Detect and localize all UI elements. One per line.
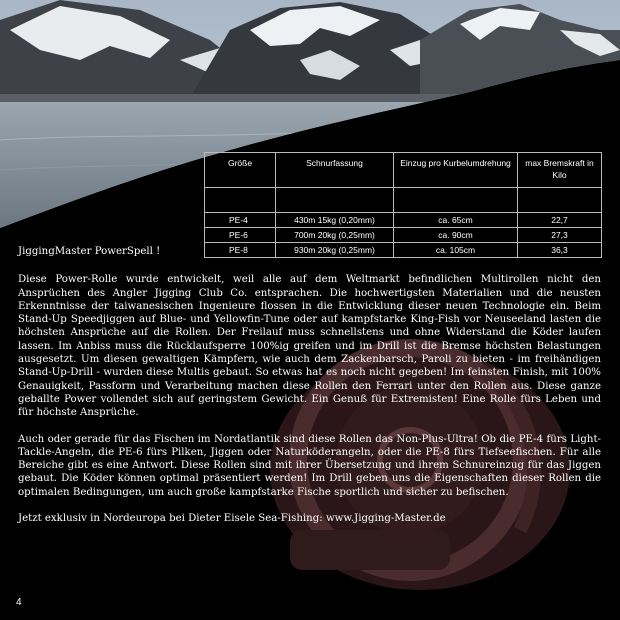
header-size: Größe [205, 153, 276, 188]
header-line-capacity: Schnurfassung [276, 153, 394, 188]
specification-table [204, 152, 602, 258]
cell-retrieve: ca. 90cm [394, 228, 518, 243]
cell-retrieve: ca. 65cm [394, 213, 518, 228]
paragraph-power-reel: Diese Power-Rolle wurde entwickelt, weil alle auf dem Weltmarkt befindlichen Multirollen nicht den Ansprüchen des Angler Jigging Club Co. entsprachen. Die hochwertigsten Materialien und die neusten Erkenntnisse der taiwanesischen Ingenieure flossen in die Entwicklung dieser neuen Technologie ein. Beim Stand-Up Speedjiggen auf Blue- und Yellowfin-Tune oder auf kampfstarke King-Fish vor Neuseeland lasten die höchsten Ansprüche auf die Rollen. Der Freilauf muss schnellstens und ohne Widerstand die Köder laufen lassen. Im Anbiss muss die Rücklaufsperre 100%ig greifen und im Drill ist die Bremse höchsten Belastungen ausgesetzt. Um diesen gewaltigen Kämpfern, wie auch dem Zackenbarsch, Paroli zu bieten - im freihändigen Stand-Up-Drill - wurden diese Multis gebaut. So etwas hat es noch nicht gegeben! Im feinsten Finish, mit 100% Genauigkeit, Passform und Verarbeitung machen diese Rollen den Ferrari unter den Rollen aus. Diese ganze geballte Power vollendet sich auf geringstem Gewicht. Ein Genuß für Extremisten! Eine Rolle fürs Leben und für höchste Ansprüche. [18, 274, 601, 419]
cell-size: PE-6 [205, 228, 276, 243]
table-header-row [205, 153, 602, 188]
intro-heading: JiggingMaster PowerSpell ! [18, 246, 161, 257]
cell-max-drag: 36,3 [518, 243, 602, 258]
table-spacer-row [205, 188, 602, 213]
cell-max-drag: 27,3 [518, 228, 602, 243]
page-number: 4 [16, 597, 22, 608]
closing-line: Jetzt exklusiv in Nordeuropa bei Dieter Eisele Sea-Fishing: www.Jigging-Master.de [18, 513, 446, 525]
cell-line-capacity: 700m 20kg (0,25mm) [276, 228, 394, 243]
cell-max-drag: 22,7 [518, 213, 602, 228]
cell-retrieve: ca. 105cm [394, 243, 518, 258]
paragraph-north-atlantic: Auch oder gerade für das Fischen im Nordatlantik sind diese Rollen das Non-Plus-Ultra! Ob die PE-4 fürs Light-Tackle-Angeln, die PE-6 fürs Pilken, Jiggen oder Naturköderangeln, oder die PE-8 fürs Tiefseefischen. Für alle Bereiche gibt es eine Antwort. Diese Rollen sind mit ihrer Übersetzung und ihrem Schnureinzug für das Jiggen gebaut. Die Köder können optimal präsentiert werden! Im Drill geben uns die Eigenschaften dieser Rollen die optimalen Bedingungen, um auch große kampfstarke Fische sportlich und sicher zu befischen. [18, 433, 601, 498]
header-max-drag: max Bremskraft in Kilo [518, 153, 602, 188]
cell-size: PE-8 [205, 243, 276, 258]
article-body [18, 245, 601, 525]
header-retrieve-per-turn: Einzug pro Kurbelumdrehung [394, 153, 518, 188]
cell-line-capacity: 930m 20kg (0,25mm) [276, 243, 394, 258]
cell-line-capacity: 430m 15kg (0,20mm) [276, 213, 394, 228]
table-row [205, 228, 602, 243]
cell-size: PE-4 [205, 213, 276, 228]
table-row [205, 213, 602, 228]
